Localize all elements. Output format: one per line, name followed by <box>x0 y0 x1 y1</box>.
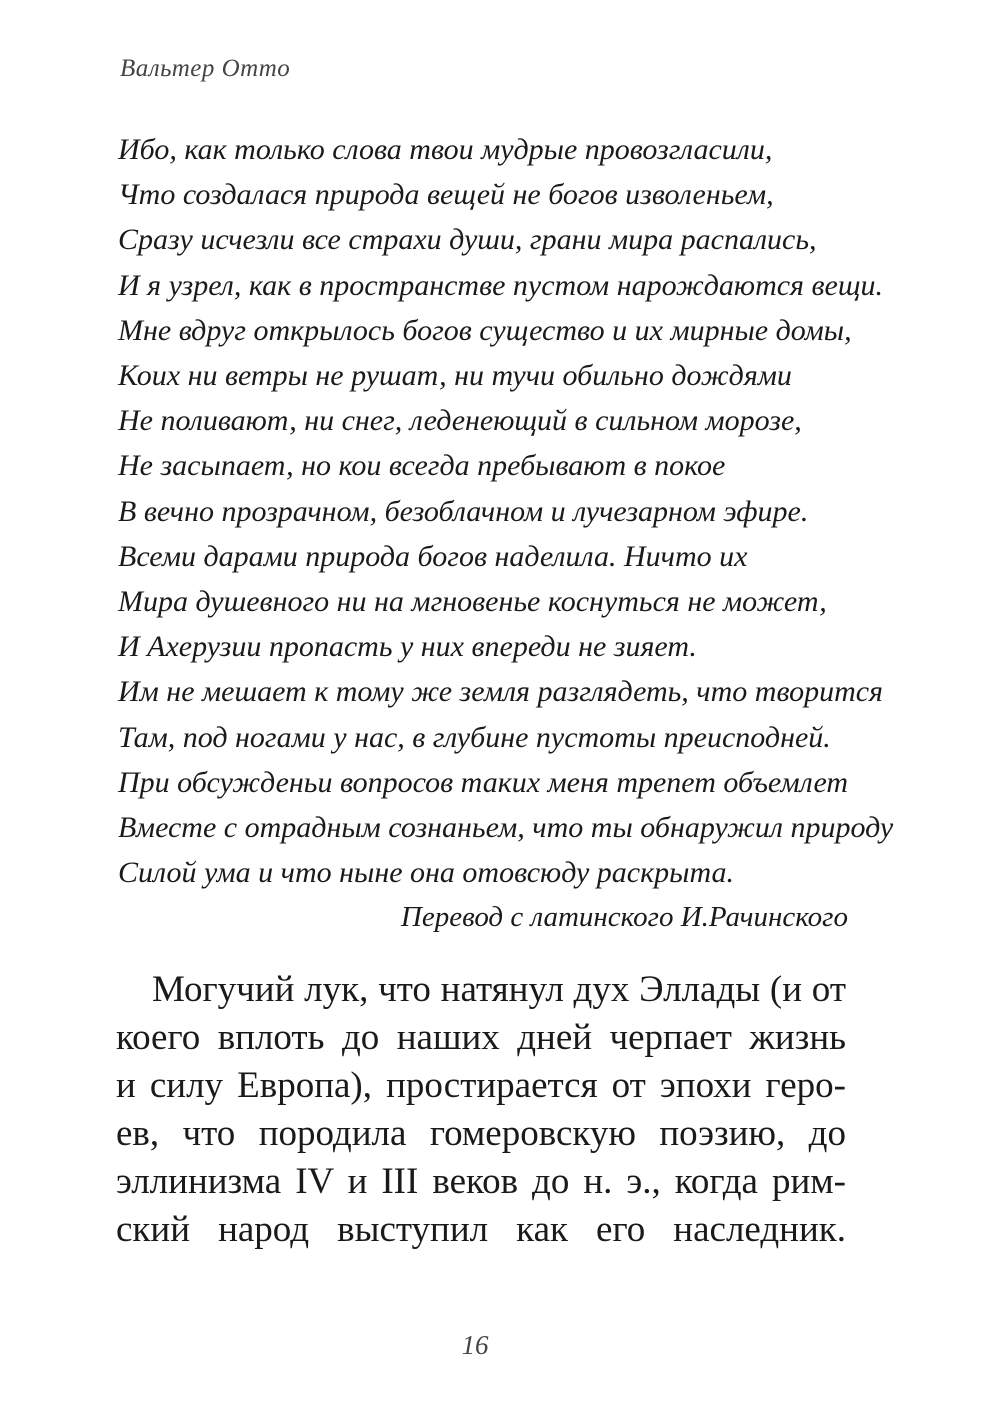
translation-attribution: Перевод с латинского И.Рачинского <box>400 901 848 933</box>
poem-line: Вместе с отрадным сознаньем, что ты обнаружил природу <box>118 811 894 845</box>
page-number: 16 <box>461 1330 489 1360</box>
poem-line: Мне вдруг открылось богов существо и их мирные домы, <box>118 313 852 347</box>
paragraph-line: эллинизма IV и III веков до н. э., когда рим- <box>116 1161 846 1202</box>
poem-block <box>118 127 894 895</box>
poem-line: Ибо, как только слова твои мудрые провозгласили, <box>118 133 773 166</box>
paragraph-line: и силу Европа), простирается от эпохи геро- <box>116 1065 846 1106</box>
poem-line: Что создалася природа вещей не богов изволеньем, <box>118 178 774 212</box>
body-paragraph <box>116 966 846 1254</box>
paragraph-line: ский народ выступил как его наследник. <box>116 1209 846 1250</box>
poem-line: Сразу исчезли все страхи души, грани мира распались, <box>118 223 817 257</box>
poem-line: И Ахерузии пропасть у них впереди не зияет. <box>118 630 697 664</box>
paragraph-line: коего вплоть до наших дней черпает жизнь <box>116 1017 846 1058</box>
poem-line: При обсужденьи вопросов таких меня трепет объемлет <box>118 765 849 799</box>
poem-line: Мира душевного ни на мгновенье коснуться не может, <box>118 585 827 619</box>
poem-line: Коих ни ветры не рушат, ни тучи обильно дождями <box>118 359 792 393</box>
poem-line: Силой ума и что ныне она отовсюду раскрыта. <box>118 856 734 890</box>
poem-line: Там, под ногами у нас, в глубине пустоты преисподней. <box>118 720 831 754</box>
poem-line: Им не мешает к тому же земля разглядеть, что творится <box>118 675 883 709</box>
poem-line: Не поливают, ни снег, леденеющий в сильном морозе, <box>118 404 802 438</box>
paragraph-line: Могучий лук, что натянул дух Эллады (и от <box>152 969 846 1010</box>
poem-line: В вечно прозрачном, безоблачном и лучезарном эфире. <box>118 494 809 528</box>
paragraph-line: ев, что породила гомеровскую поэзию, до <box>116 1113 846 1154</box>
poem-line: И я узрел, как в пространстве пустом нарождаются вещи. <box>118 268 883 302</box>
poem-line: Не засыпает, но кои всегда пребывают в покое <box>118 449 726 483</box>
running-head: Вальтер Отто <box>120 55 291 82</box>
poem-line: Всеми дарами природа богов наделила. Ничто их <box>118 539 748 573</box>
